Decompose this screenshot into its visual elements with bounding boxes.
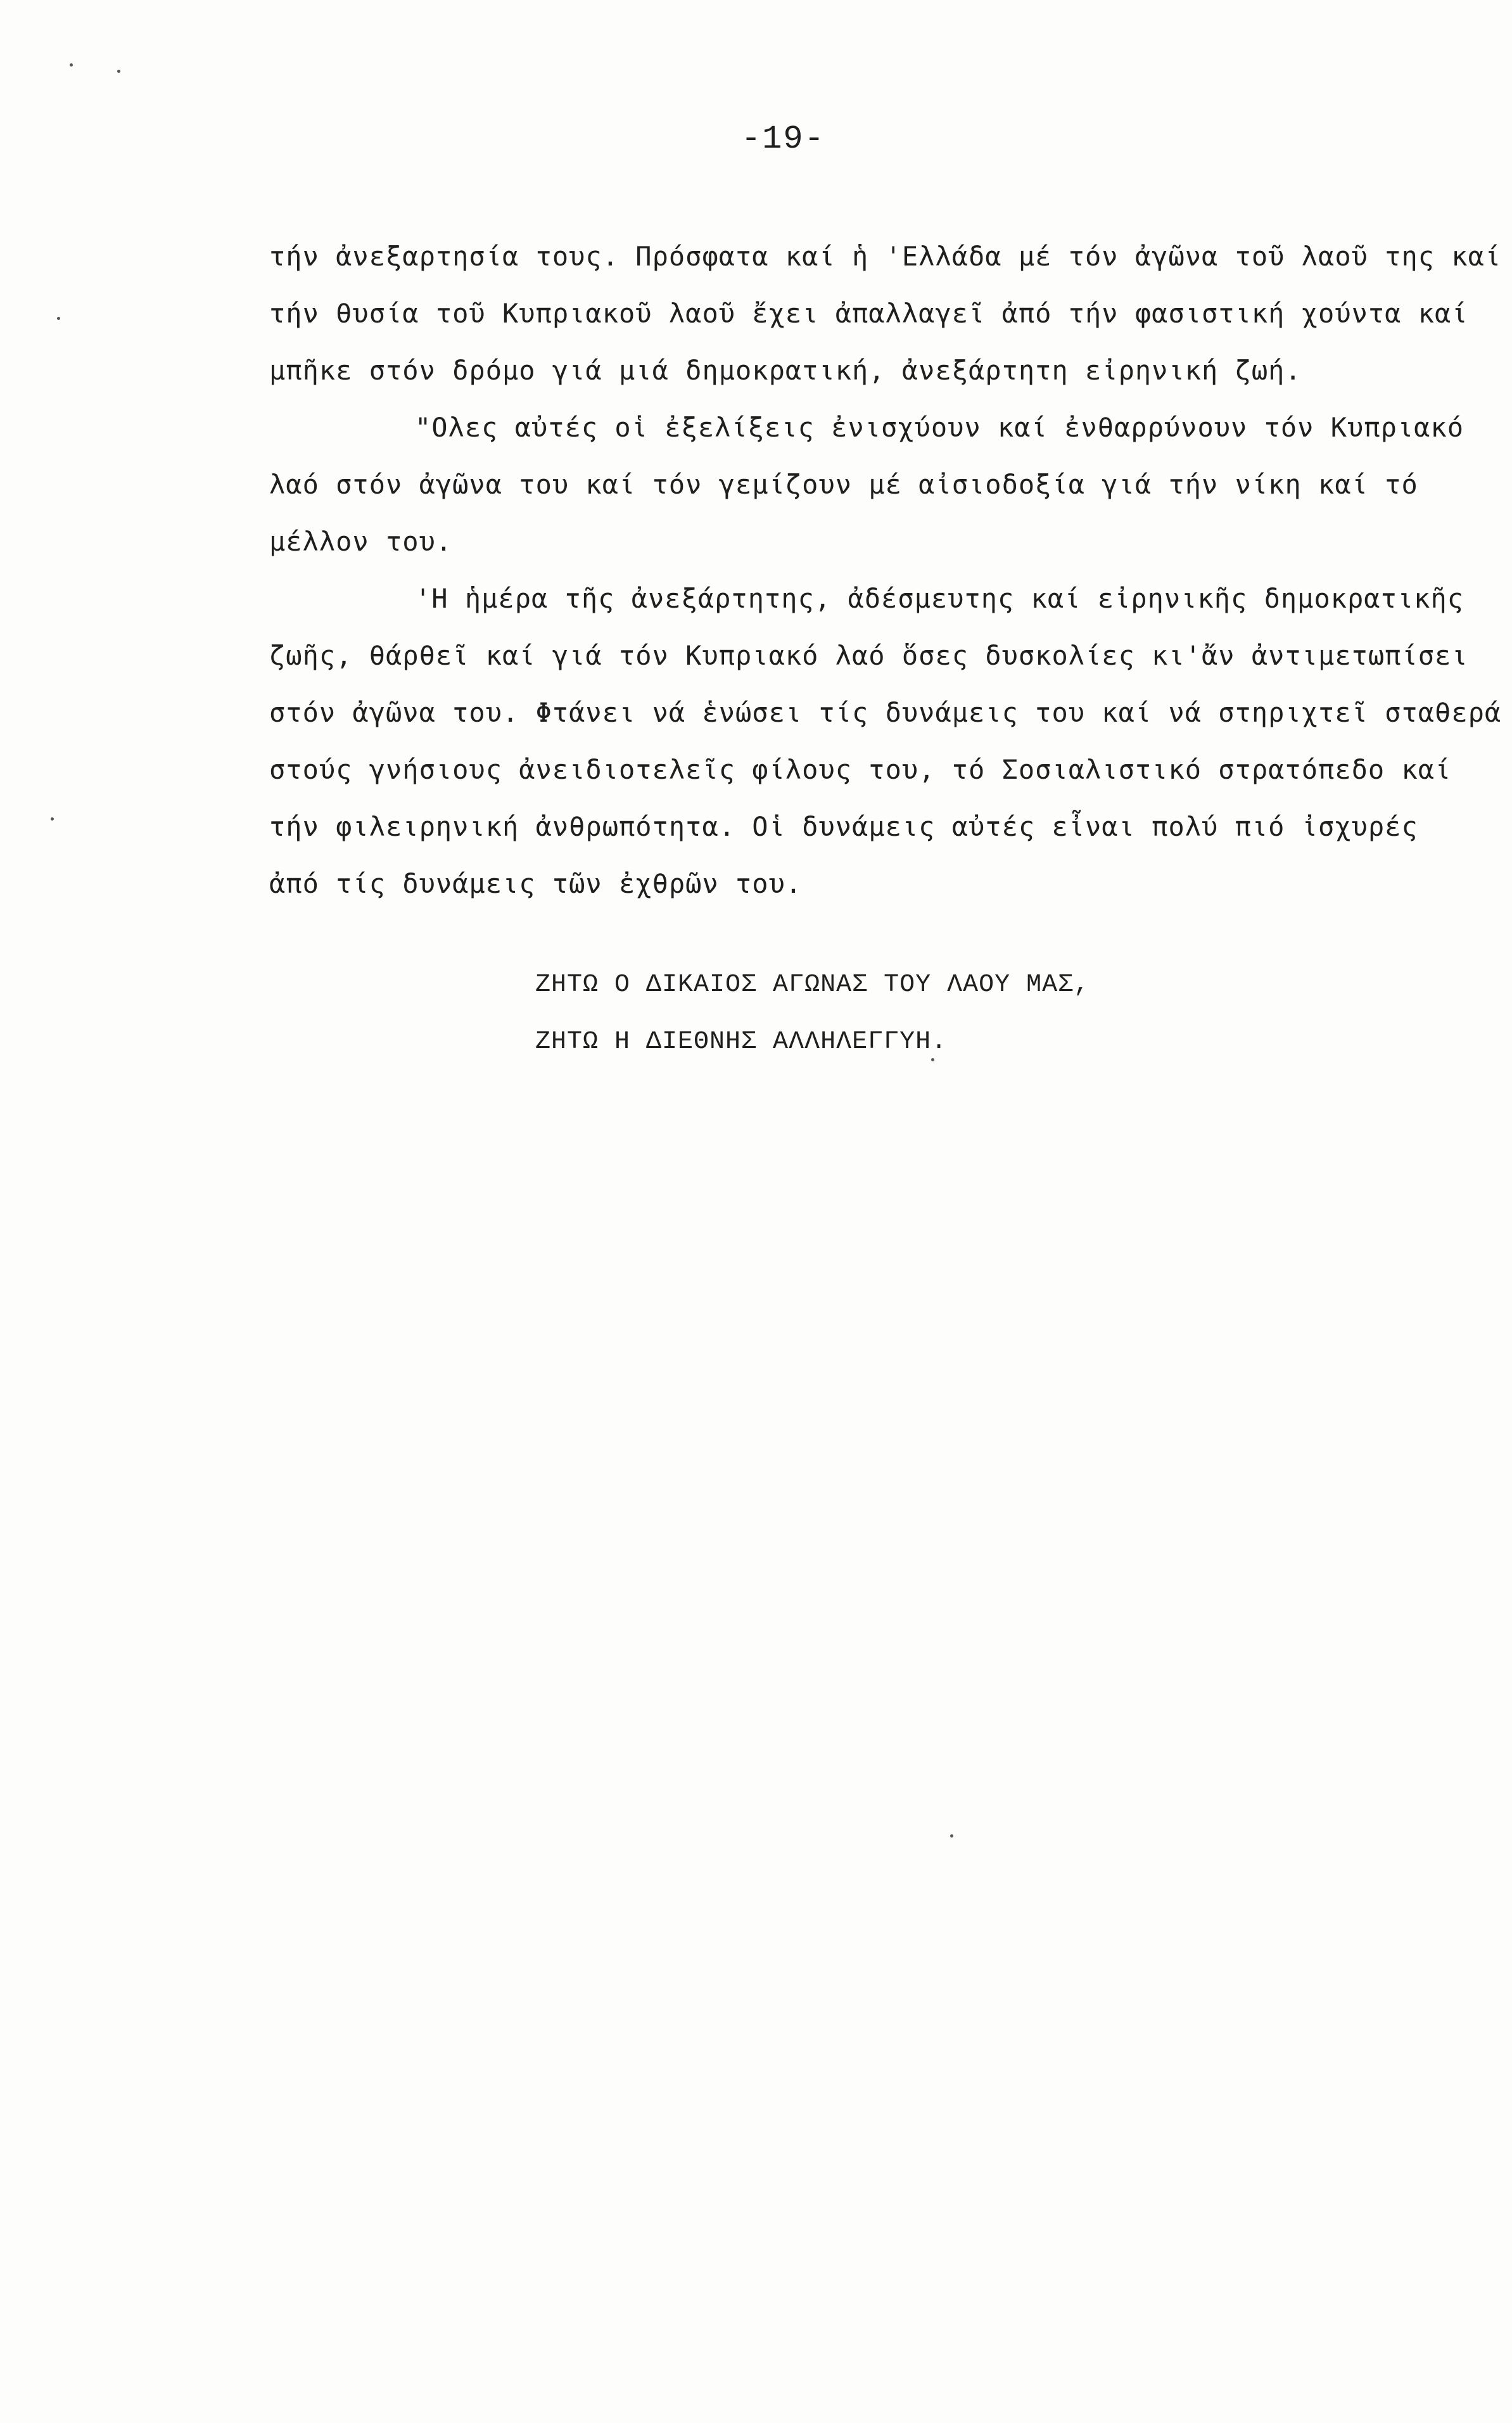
closing-slogans: [535, 957, 1090, 1071]
scan-speck: [70, 63, 73, 67]
text-line: μπῆκε στόν δρόμο γιά μιά δημοκρατική, ἀνεξάρτητη εἰρηνική ζωή.: [269, 355, 1302, 386]
scan-speck: [931, 1058, 934, 1061]
page-number: -19-: [741, 120, 825, 158]
scan-speck: [51, 817, 54, 821]
slogan-line: ΖΗΤΩ Ο ΔΙΚΑΙΟΣ ΑΓΩΝΑΣ ΤΟΥ ΛΑΟΥ ΜΑΣ,: [535, 971, 1090, 999]
text-line: 'Η ἡμέρα τῆς ἀνεξάρτητης, ἀδέσμευτης καί εἰρηνικῆς δημοκρατικῆς: [415, 583, 1464, 614]
text-line: ζωῆς, θάρθεῖ καί γιά τόν Κυπριακό λαό ὅσες δυσκολίες κι'ἄν ἀντιμετωπίσει: [269, 640, 1468, 671]
text-line: μέλλον του.: [269, 526, 453, 557]
text-line: στόν ἀγῶνα του. Φτάνει νά ἑνώσει τίς δυνάμεις του καί νά στηριχτεῖ σταθερά: [269, 697, 1502, 728]
text-line: ἀπό τίς δυνάμεις τῶν ἐχθρῶν του.: [269, 868, 803, 899]
scan-speck: [117, 70, 120, 73]
text-line: στούς γνήσιους ἀνειδιοτελεῖς φίλους του, τό Σοσιαλιστικό στρατόπεδο καί: [269, 754, 1452, 785]
text-line: "Ολες αὐτές οἱ ἐξελίξεις ἐνισχύουν καί ἐνθαρρύνουν τόν Κυπριακό: [415, 412, 1464, 443]
text-line: τήν θυσία τοῦ Κυπριακοῦ λαοῦ ἔχει ἀπαλλαγεῖ ἀπό τήν φασιστική χούντα καί: [269, 298, 1468, 329]
text-line: λαό στόν ἀγῶνα του καί τόν γεμίζουν μέ αἰσιοδοξία γιά τήν νίκη καί τό: [269, 469, 1418, 500]
text-line: τήν ἀνεξαρτησία τους. Πρόσφατα καί ἡ 'Ελλάδα μέ τόν ἀγῶνα τοῦ λαοῦ της καί: [269, 241, 1502, 272]
scan-speck: [950, 1834, 953, 1838]
body-text: [269, 228, 1502, 912]
slogan-line: ΖΗΤΩ Η ΔΙΕΘΝΗΣ ΑΛΛΗΛΕΓΓΥΗ.: [535, 1028, 948, 1056]
scan-speck: [57, 317, 60, 320]
text-line: τήν φιλειρηνική ἀνθρωπότητα. Οἱ δυνάμεις αὐτές εἶναι πολύ πιό ἰσχυρές: [269, 811, 1418, 842]
